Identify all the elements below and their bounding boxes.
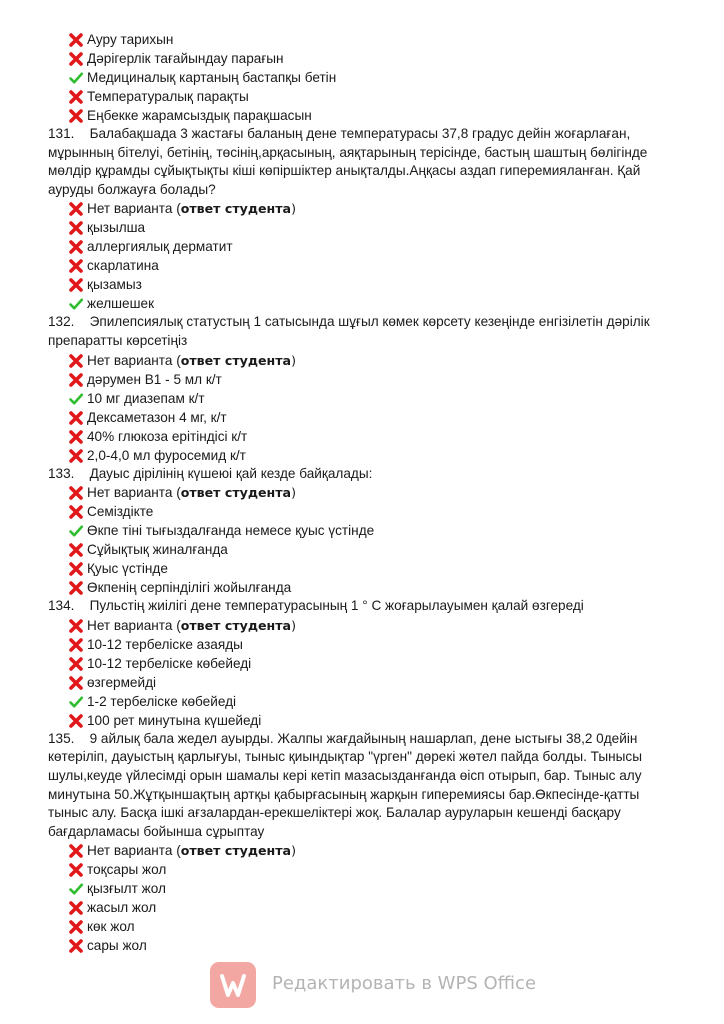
student-tag-close: ) bbox=[291, 352, 296, 368]
option-text: Сұйықтық жиналғанда bbox=[87, 542, 228, 558]
cross-icon bbox=[68, 843, 84, 859]
answer-option bbox=[68, 654, 724, 673]
option-text: көк жол bbox=[87, 919, 135, 935]
option-text: сары жол bbox=[87, 938, 147, 954]
cross-icon bbox=[68, 675, 84, 691]
quiz-document bbox=[0, 30, 724, 955]
answer-option bbox=[68, 275, 724, 294]
cross-icon bbox=[68, 51, 84, 67]
student-answer-label: ответ студента bbox=[180, 485, 292, 501]
student-answer-label: ответ студента bbox=[180, 201, 292, 217]
option-text: Температуралық парақты bbox=[87, 89, 249, 104]
answer-option bbox=[68, 294, 724, 313]
cross-icon bbox=[68, 919, 84, 935]
option-text: Өкпенің серпінділігі жойылғанда bbox=[87, 580, 292, 596]
answer-option-student bbox=[68, 351, 724, 370]
answer-option bbox=[68, 256, 724, 275]
answer-option bbox=[68, 408, 724, 427]
option-text: 10-12 тербеліске азаяды bbox=[87, 636, 243, 652]
no-option-label: Нет варианта ( bbox=[87, 352, 181, 368]
answer-option bbox=[68, 502, 724, 521]
cross-icon bbox=[68, 277, 84, 293]
option-text: қызамыз bbox=[87, 277, 142, 293]
question-text: 131. Балабақшада 3 жастағы баланың дене температурасы 37,8 градус дейін жоғарлаған, мұрынның бітелуі, бетінің, төсінің,арқасының, аяқтарының терісінде, бастың шаштың бөлігінде мөлдір құрамды сұйықтықты кіші көпіршіктер анықталды.Аңқасы аздап гиперемияланған. Қай ауруды болжауға болады? bbox=[48, 126, 652, 197]
answer-option-student bbox=[68, 199, 724, 218]
answer-option bbox=[68, 936, 724, 955]
option-text: Медициналық картаның бастапқы бетін bbox=[87, 70, 337, 85]
answer-option bbox=[68, 237, 724, 256]
cross-icon bbox=[68, 201, 84, 217]
student-answer-label: ответ студента bbox=[180, 843, 292, 859]
student-tag-close: ) bbox=[291, 201, 296, 217]
answer-option bbox=[68, 540, 724, 559]
student-answer-text bbox=[87, 616, 296, 635]
no-option-label: Нет варианта ( bbox=[87, 617, 181, 633]
answer-option bbox=[68, 917, 724, 936]
option-text: Қуыс үстінде bbox=[87, 561, 168, 577]
cross-icon bbox=[68, 89, 84, 105]
question-text: 134. Пульстің жиілігі дене температурасының 1 ° С жоғарылауымен қалай өзгереді bbox=[48, 598, 584, 614]
check-icon bbox=[68, 523, 84, 539]
answer-option-student bbox=[68, 616, 724, 635]
student-tag bbox=[181, 201, 296, 216]
option-text: 10 мг диазепам к/т bbox=[87, 390, 205, 406]
cross-icon bbox=[68, 429, 84, 445]
no-option-label: Нет варианта ( bbox=[87, 485, 181, 501]
option-text: 1-2 тербеліске көбейеді bbox=[87, 693, 237, 709]
option-text: Еңбекке жарамсыздық парақшасын bbox=[87, 108, 312, 123]
student-answer-label: ответ студента bbox=[180, 617, 292, 633]
answer-option bbox=[68, 879, 724, 898]
student-tag bbox=[181, 618, 296, 633]
answer-option bbox=[68, 389, 724, 408]
option-text: 40% глюкоза ерітіндісі к/т bbox=[87, 428, 248, 444]
option-text: желшешек bbox=[87, 296, 155, 312]
answer-option bbox=[68, 635, 724, 654]
question-text: 132. Эпилепсиялық статустың 1 сатысында шұғыл көмек көрсету кезеңінде енгізілетін дәрілік препаратты көрсетіңіз bbox=[48, 314, 654, 348]
check-icon bbox=[68, 391, 84, 407]
option-text: дәрумен В1 - 5 мл к/т bbox=[87, 371, 222, 387]
option-text: 2,0-4,0 мл фуросемид к/т bbox=[87, 447, 246, 463]
student-answer-text bbox=[87, 199, 296, 218]
wps-logo-icon[interactable] bbox=[210, 962, 256, 1008]
answer-option bbox=[68, 692, 724, 711]
option-text: тоқсары жол bbox=[87, 862, 167, 878]
cross-icon bbox=[68, 372, 84, 388]
answer-option bbox=[68, 446, 724, 465]
cross-icon bbox=[68, 220, 84, 236]
cross-icon bbox=[68, 580, 84, 596]
student-answer-label: ответ студента bbox=[180, 352, 292, 368]
check-icon bbox=[68, 881, 84, 897]
cross-icon bbox=[68, 258, 84, 274]
student-tag bbox=[181, 353, 296, 368]
student-answer-text bbox=[87, 483, 296, 502]
cross-icon bbox=[68, 448, 84, 464]
answer-option bbox=[68, 578, 724, 597]
no-option-label: Нет варианта ( bbox=[87, 843, 181, 859]
student-answer-text bbox=[87, 351, 296, 370]
option-text: өзгермейді bbox=[87, 674, 157, 690]
option-text: жасыл жол bbox=[87, 900, 157, 916]
option-text: қызылша bbox=[87, 220, 146, 236]
option-text: скарлатина bbox=[87, 258, 159, 274]
answer-option bbox=[68, 87, 724, 106]
cross-icon bbox=[68, 485, 84, 501]
student-tag bbox=[181, 485, 296, 500]
cross-icon bbox=[68, 353, 84, 369]
student-tag-close: ) bbox=[291, 843, 296, 859]
check-icon bbox=[68, 70, 84, 86]
check-icon bbox=[68, 296, 84, 312]
answer-option bbox=[68, 30, 724, 49]
option-text: 10-12 тербеліске көбейеді bbox=[87, 655, 252, 671]
cross-icon bbox=[68, 656, 84, 672]
option-text: Ауру тарихын bbox=[87, 32, 174, 47]
cross-icon bbox=[68, 618, 84, 634]
answer-option bbox=[68, 427, 724, 446]
answer-option bbox=[68, 673, 724, 692]
cross-icon bbox=[68, 938, 84, 954]
cross-icon bbox=[68, 108, 84, 124]
option-text: Дәрігерлік тағайындау парағын bbox=[87, 51, 284, 66]
cross-icon bbox=[68, 561, 84, 577]
student-answer-text bbox=[87, 841, 296, 860]
option-text: Дексаметазон 4 мг, к/т bbox=[87, 409, 227, 425]
student-tag bbox=[181, 843, 296, 858]
option-text: Өкпе тіні тығыздалғанда немесе қуыс үстінде bbox=[87, 523, 375, 539]
question-text: 133. Дауыс дірілінің күшеюі қай кезде байқалады: bbox=[48, 465, 373, 481]
cross-icon bbox=[68, 32, 84, 48]
cross-icon bbox=[68, 637, 84, 653]
question-text: 135. 9 айлық бала жедел ауырды. Жалпы жағдайының нашарлап, дене ыстығы 38,2 0дейін көтеріліп, дауыстың қарлығуы, тыныс қиындықтар "үрген" дөрекі жөтел пайда болды. Тынысы шулы,кеуде үйлесімді орын шамалы кері кетіп мазасызданғанда өісп отырып, бар. Тыныс алу минутына 50.Жұтқыншақтың артқы қабырғасының жарқын гиперемиясы бар.Өкпесінде-қатты тыныс алу. Басқа ішкі ағзалардан-ерекшеліктері жоқ. Балалар ауруларын кешенді басқару бағдарламасы бойынша сұрыптау bbox=[48, 730, 646, 839]
cross-icon bbox=[68, 410, 84, 426]
option-text: Семіздікте bbox=[87, 504, 154, 520]
student-tag-close: ) bbox=[291, 485, 296, 501]
wps-edit-banner[interactable] bbox=[210, 962, 550, 1008]
answer-option bbox=[68, 49, 724, 68]
no-option-label: Нет варианта ( bbox=[87, 201, 181, 217]
answer-option bbox=[68, 68, 724, 87]
answer-option bbox=[68, 218, 724, 237]
cross-icon bbox=[68, 862, 84, 878]
cross-icon bbox=[68, 504, 84, 520]
cross-icon bbox=[68, 542, 84, 558]
cross-icon bbox=[68, 900, 84, 916]
student-tag-close: ) bbox=[291, 617, 296, 633]
option-text: 100 рет минутына күшейеді bbox=[87, 712, 262, 728]
answer-option bbox=[68, 711, 724, 730]
cross-icon bbox=[68, 239, 84, 255]
answer-option bbox=[68, 898, 724, 917]
cross-icon bbox=[68, 713, 84, 729]
option-text: аллергиялық дерматит bbox=[87, 239, 233, 255]
answer-option bbox=[68, 559, 724, 578]
option-text: қызғылт жол bbox=[87, 881, 166, 897]
answer-option bbox=[68, 106, 724, 125]
check-icon bbox=[68, 694, 84, 710]
answer-option-student bbox=[68, 483, 724, 502]
answer-option bbox=[68, 370, 724, 389]
wps-edit-label[interactable]: Редактировать в WPS Office bbox=[272, 973, 537, 994]
answer-option bbox=[68, 521, 724, 540]
answer-option-student bbox=[68, 841, 724, 860]
answer-option bbox=[68, 860, 724, 879]
